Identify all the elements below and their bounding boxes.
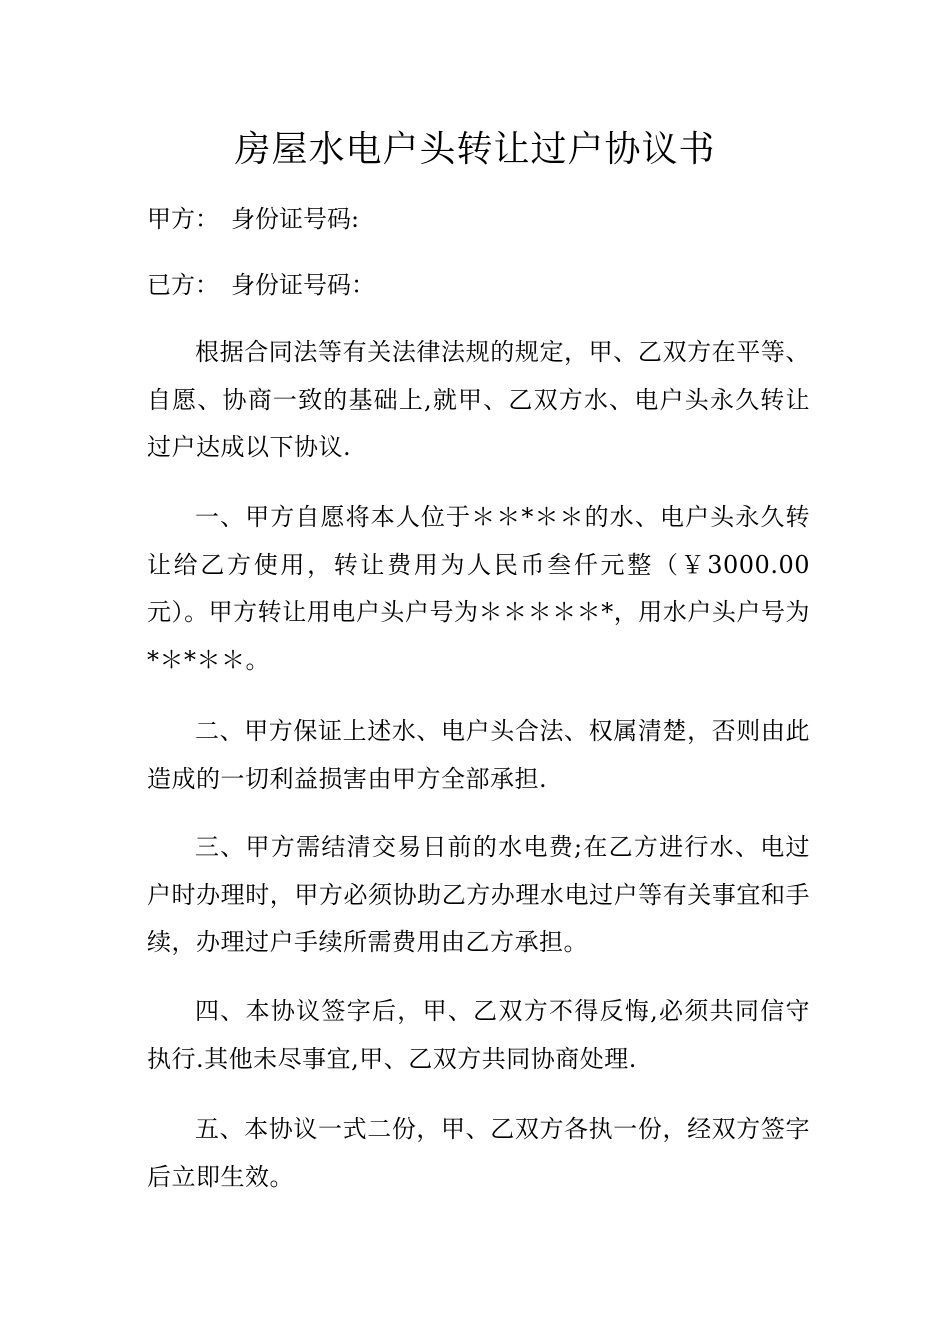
clause-1-paragraph: 一、甲方自愿将本人位于＊＊*＊＊的水、电户头永久转让给乙方使用，转让费用为人民币叁仟元整（￥3000.00元）。甲方转让用电户头户号为＊＊＊＊＊*，用水户头户号为*＊*＊＊。 xyxy=(147,503,810,674)
clause-5-paragraph: 五、本协议一式二份，甲、乙双方各执一份，经双方签字后立即生效。 xyxy=(147,1115,810,1191)
party-a-label: 甲方： xyxy=(147,205,219,233)
party-a-id-label: 身份证号码: xyxy=(231,205,360,233)
party-b-id-label: 身份证号码： xyxy=(231,271,375,299)
party-a-line xyxy=(147,201,807,237)
clause-4-paragraph: 四、本协议签字后，甲、乙双方不得反悔,必须共同信守执行.其他未尽事宜,甲、乙双方共同协商处理. xyxy=(147,997,810,1073)
clause-2-paragraph: 二、甲方保证上述水、电户头合法、权属清楚，否则由此造成的一切利益损害由甲方全部承担. xyxy=(147,717,810,793)
party-b-line xyxy=(147,267,807,303)
clause-3-paragraph: 三、甲方需结清交易日前的水电费;在乙方进行水、电过户时办理时，甲方必须协助乙方办理水电过户等有关事宜和手续，办理过户手续所需费用由乙方承担。 xyxy=(147,833,810,956)
intro-paragraph: 根据合同法等有关法律法规的规定，甲、乙双方在平等、自愿、协商一致的基础上,就甲、乙双方水、电户头永久转让过户达成以下协议. xyxy=(147,338,810,461)
document-title: 房屋水电户头转让过户协议书 xyxy=(234,129,716,170)
party-b-label: 已方： xyxy=(147,271,219,299)
